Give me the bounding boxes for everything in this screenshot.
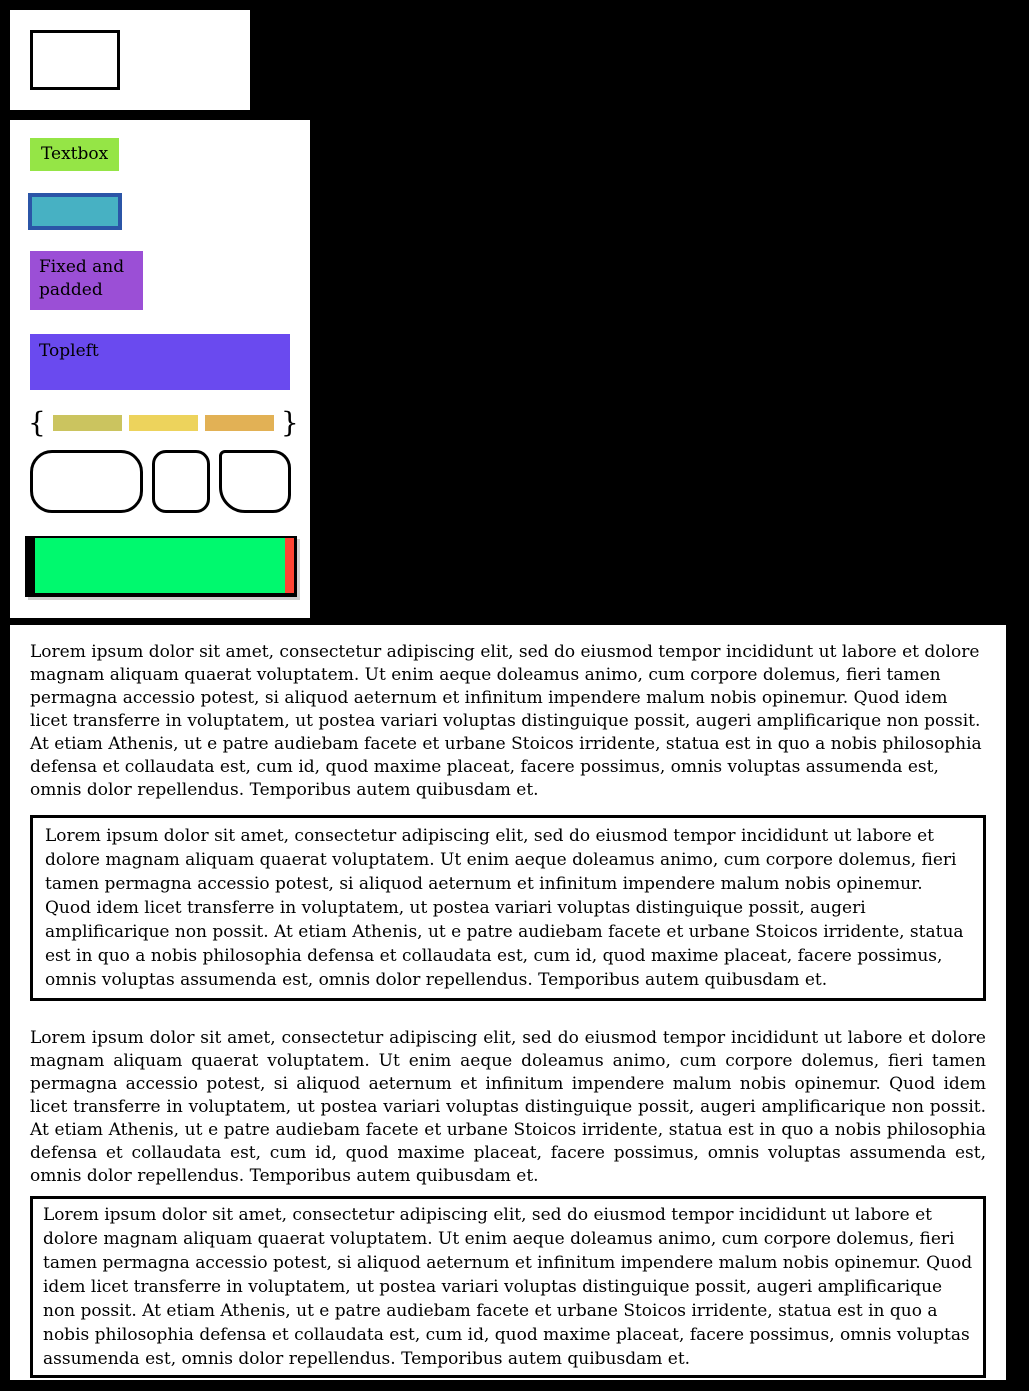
text-panel xyxy=(10,625,1006,1380)
rounded-rectangle-1 xyxy=(30,450,143,513)
open-brace: { xyxy=(28,406,46,439)
bordered-paragraph: Lorem ipsum dolor sit amet, consectetur adipiscing elit, sed do eiusmod tempor incididunt ut labore et dolore magnam aliquam quaerat voluptatem. Ut enim aeque doleamus animo, cum corpore dolemus, fieri tamen permagna accessio potest, si aliquod aeternum et infinitum impendere malum nobis opinemur. Quod idem licet transferre in voluptatem, ut postea variari voluptas distinguique possit, augeri amplificarique non possit. At etiam Athenis, ut e patre audiebam facete et urbane Stoicos irridente, statua est in quo a nobis philosophia defensa et collaudata est, cum id, quod maxime placeat, facere possimus, omnis voluptas assumenda est, omnis dolor repellendus. Temporibus autem quibusdam et. xyxy=(30,815,986,1001)
color-swatch-2 xyxy=(129,415,198,431)
progress-meter xyxy=(25,536,297,597)
text-input[interactable] xyxy=(28,193,122,230)
color-swatch-1 xyxy=(53,415,122,431)
swatch-row xyxy=(28,405,299,441)
plain-paragraph: Lorem ipsum dolor sit amet, consectetur adipiscing elit, sed do eiusmod tempor incididunt ut labore et dolore magnam aliquam quaerat voluptatem. Ut enim aeque doleamus animo, cum corpore dolemus, fieri tamen permagna accessio potest, si aliquod aeternum et infinitum impendere malum nobis opinemur. Quod idem licet transferre in voluptatem, ut postea variari voluptas distinguique possit, augeri amplificarique non possit. At etiam Athenis, ut e patre audiebam facete et urbane Stoicos irridente, statua est in quo a nobis philosophia defensa et collaudata est, cum id, quod maxime placeat, facere possimus, omnis voluptas assumenda est, omnis dolor repellendus. Temporibus autem quibusdam et. xyxy=(30,642,982,800)
meter-fill-bar xyxy=(35,538,285,593)
rounded-rectangle-3 xyxy=(219,450,291,513)
top-panel xyxy=(10,10,250,110)
meter-remainder-tip xyxy=(285,538,294,593)
rounded-rectangle-2 xyxy=(152,450,210,513)
bordered-rectangle xyxy=(30,30,120,90)
textbox-widget[interactable]: Textbox xyxy=(30,138,119,171)
bordered-paragraph-bottom: Lorem ipsum dolor sit amet, consectetur adipiscing elit, sed do eiusmod tempor incididunt ut labore et dolore magnam aliquam quaerat voluptatem. Ut enim aeque doleamus animo, cum corpore dolemus, fieri tamen permagna accessio potest, si aliquod aeternum et infinitum impendere malum nobis opinemur. Quod idem licet transferre in voluptatem, ut postea variari voluptas distinguique possit, augeri amplificarique non possit. At etiam Athenis, ut e patre audiebam facete et urbane Stoicos irridente, statua est in quo a nobis philosophia defensa et collaudata est, cum id, quod maxime placeat, facere possimus, omnis voluptas assumenda est, omnis dolor repellendus. Temporibus autem quibusdam et. xyxy=(30,1196,986,1378)
fixed-padded-box: Fixed and padded xyxy=(30,251,143,310)
widget-panel xyxy=(10,120,310,618)
topleft-box: Topleft xyxy=(30,334,290,390)
rounded-rect-row xyxy=(30,450,291,513)
justified-paragraph: Lorem ipsum dolor sit amet, consectetur adipiscing elit, sed do eiusmod tempor incididunt ut labore et dolore magnam aliquam quaerat voluptatem. Ut enim aeque doleamus animo, cum corpore dolemus, fieri tamen permagna accessio potest, si aliquod aeternum et infinitum impendere malum nobis opinemur. Quod idem licet transferre in voluptatem, ut postea variari voluptas distinguique possit, augeri amplificarique non possit. At etiam Athenis, ut e patre audiebam facete et urbane Stoicos irridente, statua est in quo a nobis philosophia defensa et collaudata est, cum id, quod maxime placeat, facere possimus, omnis voluptas assumenda est, omnis dolor repellendus. Temporibus autem quibusdam et. xyxy=(30,1028,986,1186)
color-swatch-3 xyxy=(205,415,274,431)
close-brace: } xyxy=(280,406,299,439)
